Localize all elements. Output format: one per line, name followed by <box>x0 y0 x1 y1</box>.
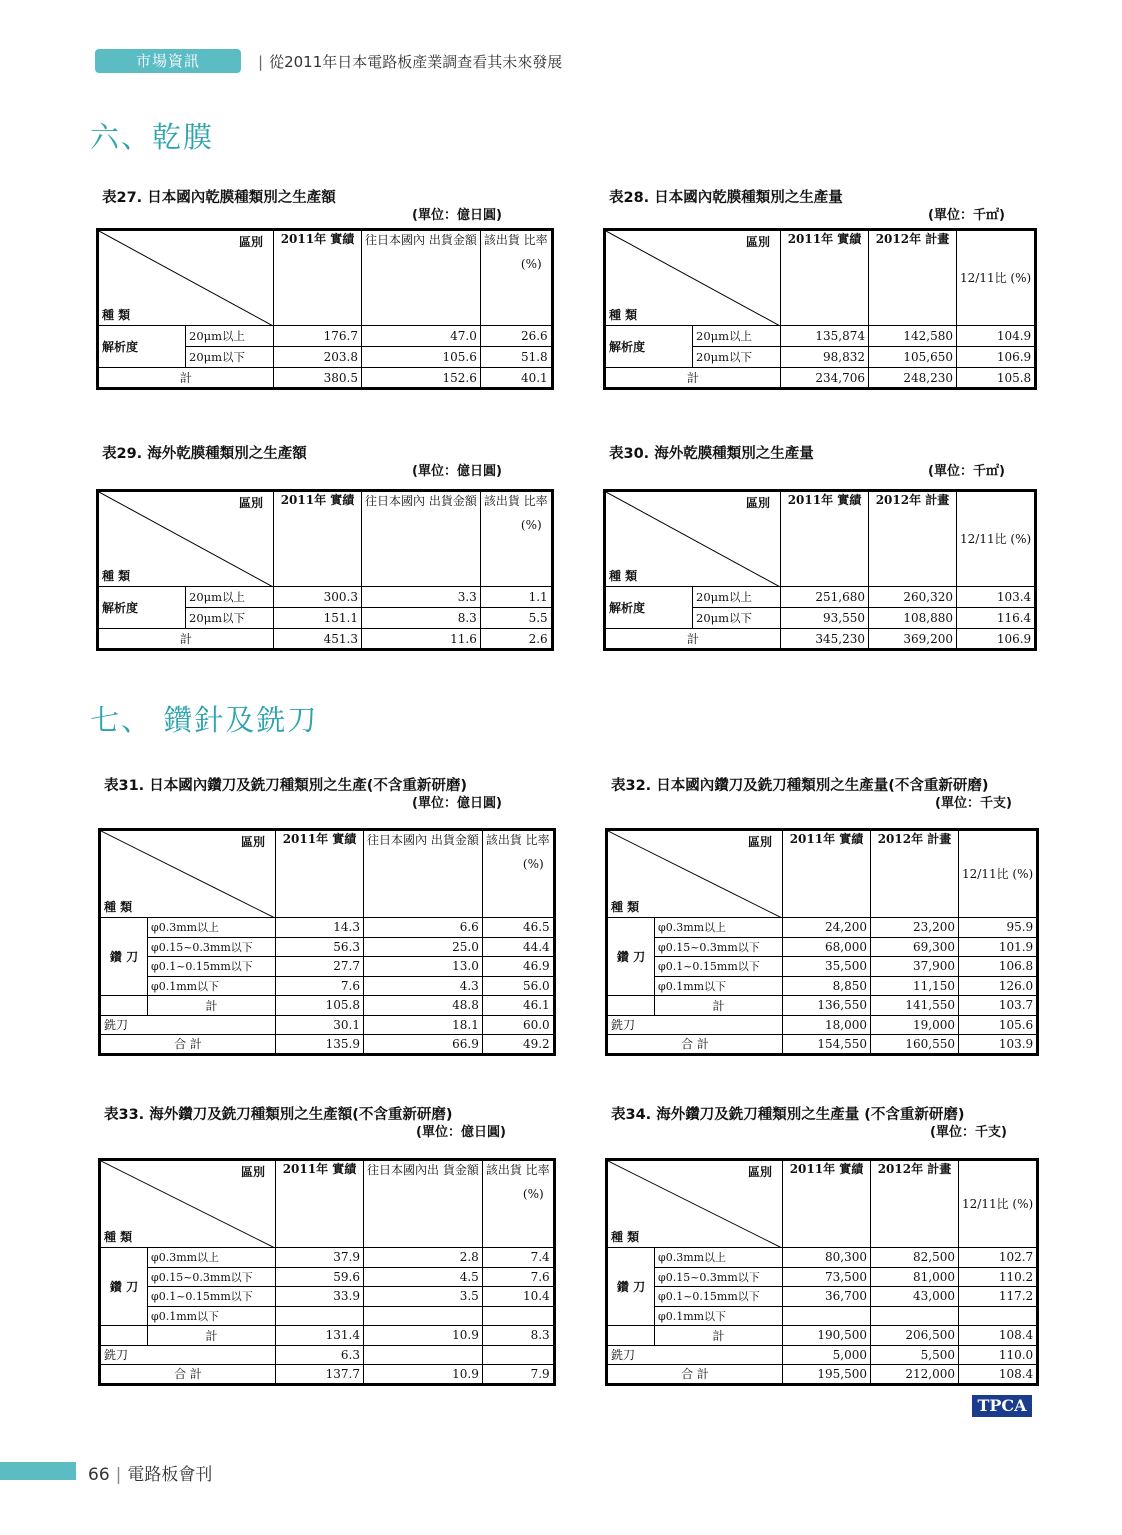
row-label: 20μm以上 <box>186 587 274 608</box>
row-4-value-1 <box>783 1306 871 1326</box>
total-value-2: 369,200 <box>869 629 957 650</box>
router-value-2: 19,000 <box>871 1015 959 1035</box>
corner-column-label: 區別 <box>238 496 263 510</box>
header-ratio-label: 該出貨 比率 <box>485 833 550 847</box>
corner-cell <box>98 491 274 587</box>
router-value-1: 18,000 <box>783 1015 871 1035</box>
row-2-value-3: 106.9 <box>957 347 1036 368</box>
row-label: φ0.15~0.3mm以下 <box>655 1267 783 1287</box>
row-1-value-1: 37.9 <box>276 1248 364 1268</box>
total-value-1: 137.7 <box>276 1365 364 1385</box>
tpca-logo: TPCA <box>972 1395 1032 1417</box>
header-2012-plan: 2012年 計畫 <box>869 491 957 587</box>
corner-column-label: 區別 <box>747 1165 772 1179</box>
row-4-value-1: 7.6 <box>276 976 364 996</box>
subtotal-value-3: 103.7 <box>959 996 1038 1016</box>
row-1-value-1: 135,874 <box>781 326 869 347</box>
row-1-value-3: 95.9 <box>959 918 1038 938</box>
row-2-value-1: 203.8 <box>274 347 362 368</box>
header-domestic-shipment: 往日本國內 出貨金額 <box>362 491 481 587</box>
total-value-3: 40.1 <box>480 368 552 389</box>
row-label: φ0.3mm以上 <box>655 1248 783 1268</box>
t29-table <box>96 489 554 651</box>
total-value-3: 106.9 <box>957 629 1036 650</box>
header-2011-actual: 2011年 實績 <box>781 230 869 326</box>
header-2012-plan: 2012年 計畫 <box>871 1160 959 1248</box>
row-group-label: 鑽 刀 <box>607 918 655 996</box>
row-2-value-2: 81,000 <box>871 1267 959 1287</box>
subtotal-value-1: 190,500 <box>783 1326 871 1346</box>
page-number: 66 <box>88 1465 110 1485</box>
total-value-1: 234,706 <box>781 368 869 389</box>
header-2011-actual: 2011年 實績 <box>276 1160 364 1248</box>
router-value-3: 105.6 <box>959 1015 1038 1035</box>
row-1-value-3: 103.4 <box>957 587 1036 608</box>
row-label: φ0.3mm以上 <box>148 918 276 938</box>
row-2-value-3: 51.8 <box>480 347 552 368</box>
row-2-value-2: 25.0 <box>364 937 483 957</box>
t32-table <box>605 828 1039 1056</box>
row-3-value-1: 36,700 <box>783 1287 871 1307</box>
t27-caption: 表27. 日本國內乾膜種類別之生產額 <box>102 190 336 206</box>
row-2-value-1: 73,500 <box>783 1267 871 1287</box>
subtotal-value-1: 105.8 <box>276 996 364 1016</box>
row-1-value-1: 176.7 <box>274 326 362 347</box>
total-value-1: 195,500 <box>783 1365 871 1385</box>
header-shipment-ratio <box>482 1160 554 1248</box>
router-value-1: 6.3 <box>276 1345 364 1365</box>
header-domestic-shipment: 往日本國內出 貨金額 <box>364 1160 483 1248</box>
subtotal-value-1: 136,550 <box>783 996 871 1016</box>
router-value-3: 60.0 <box>482 1015 554 1035</box>
row-2-value-3: 7.6 <box>482 1267 554 1287</box>
row-1-value-2: 260,320 <box>869 587 957 608</box>
row-group-label: 鑽 刀 <box>100 1248 148 1326</box>
row-2-value-3: 44.4 <box>482 937 554 957</box>
row-label: φ0.1mm以下 <box>148 1306 276 1326</box>
row-label: φ0.1mm以下 <box>655 976 783 996</box>
row-label: φ0.1~0.15mm以下 <box>148 957 276 977</box>
row-label: 20μm以下 <box>186 347 274 368</box>
row-label: φ0.1~0.15mm以下 <box>655 1287 783 1307</box>
total-value-1: 345,230 <box>781 629 869 650</box>
row-2-value-3: 110.2 <box>959 1267 1038 1287</box>
row-2-value-1: 93,550 <box>781 608 869 629</box>
header-2012-plan: 2012年 計畫 <box>871 830 959 918</box>
subtotal-value-2: 206,500 <box>871 1326 959 1346</box>
row-3-value-2: 37,900 <box>871 957 959 977</box>
row-1-value-2: 6.6 <box>364 918 483 938</box>
row-3-value-1: 33.9 <box>276 1287 364 1307</box>
row-1-value-3: 1.1 <box>480 587 552 608</box>
header-2011-actual: 2011年 實績 <box>274 230 362 326</box>
row-4-value-3 <box>482 1306 554 1326</box>
subtotal-label: 計 <box>148 1326 276 1346</box>
row-2-value-1: 98,832 <box>781 347 869 368</box>
header-yoy-ratio: 12/11比 (%) <box>959 1160 1038 1248</box>
total-value-2: 66.9 <box>364 1035 483 1055</box>
total-label: 計 <box>98 629 274 650</box>
row-2-value-1: 59.6 <box>276 1267 364 1287</box>
row-label: 20μm以上 <box>186 326 274 347</box>
corner-row-label: 種 類 <box>609 569 638 583</box>
corner-column-label: 區別 <box>240 1165 265 1179</box>
row-3-value-2: 13.0 <box>364 957 483 977</box>
row-2-value-2: 108,880 <box>869 608 957 629</box>
header-2011-actual: 2011年 實績 <box>274 491 362 587</box>
row-group-label: 解析度 <box>98 587 186 629</box>
corner-cell <box>100 1160 276 1248</box>
header-ratio-unit: (%) <box>520 257 542 271</box>
section-heading-dry-film: 六、乾膜 <box>90 120 215 154</box>
header-2011-actual: 2011年 實績 <box>276 830 364 918</box>
journal-name: 電路板會刊 <box>127 1465 213 1485</box>
corner-cell <box>98 230 274 326</box>
t27-table <box>96 228 554 390</box>
router-value-2: 18.1 <box>364 1015 483 1035</box>
total-value-1: 451.3 <box>274 629 362 650</box>
total-label: 合 計 <box>100 1365 276 1385</box>
row-label: φ0.3mm以上 <box>148 1248 276 1268</box>
t32-caption: 表32. 日本國內鑽刀及銑刀種類別之生產量(不含重新研磨) <box>611 778 989 794</box>
t33-caption: 表33. 海外鑽刀及銑刀種類別之生產額(不含重新研磨) <box>104 1107 453 1123</box>
row-label: φ0.1mm以下 <box>655 1306 783 1326</box>
total-label: 計 <box>605 629 781 650</box>
subtotal-value-2: 48.8 <box>364 996 483 1016</box>
t29-caption: 表29. 海外乾膜種類別之生產額 <box>102 446 307 462</box>
t28-caption: 表28. 日本國內乾膜種類別之生產量 <box>609 190 843 206</box>
header-shipment-ratio <box>480 491 552 587</box>
row-group-label: 解析度 <box>605 326 693 368</box>
corner-column-label: 區別 <box>238 235 263 249</box>
row-2-value-1: 151.1 <box>274 608 362 629</box>
row-2-value-3: 101.9 <box>959 937 1038 957</box>
total-value-1: 135.9 <box>276 1035 364 1055</box>
row-1-value-2: 3.3 <box>362 587 481 608</box>
total-value-3: 49.2 <box>482 1035 554 1055</box>
row-1-value-1: 24,200 <box>783 918 871 938</box>
total-value-3: 103.9 <box>959 1035 1038 1055</box>
t27-unit: (單位：億日圓) <box>412 208 502 223</box>
row-group-label: 解析度 <box>98 326 186 368</box>
total-value-1: 154,550 <box>783 1035 871 1055</box>
header-yoy-ratio: 12/11比 (%) <box>957 230 1036 326</box>
row-4-value-2 <box>364 1306 483 1326</box>
row-3-value-2: 3.5 <box>364 1287 483 1307</box>
t33-table <box>98 1158 556 1386</box>
row-label: 20μm以下 <box>693 347 781 368</box>
footer-accent-bar <box>0 1462 76 1480</box>
total-label: 合 計 <box>607 1365 783 1385</box>
t30-table <box>603 489 1037 651</box>
row-1-value-1: 80,300 <box>783 1248 871 1268</box>
header-shipment-ratio <box>482 830 554 918</box>
row-3-value-3: 10.4 <box>482 1287 554 1307</box>
row-1-value-2: 47.0 <box>362 326 481 347</box>
corner-column-label: 區別 <box>240 835 265 849</box>
total-value-3: 7.9 <box>482 1365 554 1385</box>
row-1-value-2: 2.8 <box>364 1248 483 1268</box>
header-yoy-ratio: 12/11比 (%) <box>959 830 1038 918</box>
row-4-value-3: 126.0 <box>959 976 1038 996</box>
corner-row-label: 種 類 <box>104 900 133 914</box>
corner-cell <box>607 830 783 918</box>
subtotal-label: 計 <box>655 1326 783 1346</box>
total-label: 計 <box>98 368 274 389</box>
row-3-value-1: 27.7 <box>276 957 364 977</box>
total-value-2: 212,000 <box>871 1365 959 1385</box>
router-value-2: 5,500 <box>871 1345 959 1365</box>
total-label: 合 計 <box>100 1035 276 1055</box>
row-2-value-2: 4.5 <box>364 1267 483 1287</box>
row-1-value-1: 251,680 <box>781 587 869 608</box>
subtotal-value-2: 141,550 <box>871 996 959 1016</box>
router-value-1: 5,000 <box>783 1345 871 1365</box>
row-2-value-2: 8.3 <box>362 608 481 629</box>
row-group-label: 解析度 <box>605 587 693 629</box>
total-label: 合 計 <box>607 1035 783 1055</box>
total-value-3: 108.4 <box>959 1365 1038 1385</box>
header-2011-actual: 2011年 實績 <box>783 1160 871 1248</box>
router-label: 銑刀 <box>607 1015 783 1035</box>
t34-caption: 表34. 海外鑽刀及銑刀種類別之生產量 (不含重新研磨) <box>611 1107 965 1123</box>
header-2011-actual: 2011年 實績 <box>781 491 869 587</box>
row-label: φ0.15~0.3mm以下 <box>148 1267 276 1287</box>
row-label: 20μm以上 <box>693 326 781 347</box>
row-group-label: 鑽 刀 <box>100 918 148 996</box>
row-3-value-3: 106.8 <box>959 957 1038 977</box>
row-4-value-3: 56.0 <box>482 976 554 996</box>
row-label: φ0.3mm以上 <box>655 918 783 938</box>
router-label: 銑刀 <box>100 1345 276 1365</box>
corner-row-label: 種 類 <box>611 1230 640 1244</box>
row-label: φ0.1~0.15mm以下 <box>148 1287 276 1307</box>
row-1-value-3: 7.4 <box>482 1248 554 1268</box>
row-1-value-3: 46.5 <box>482 918 554 938</box>
row-4-value-2: 4.3 <box>364 976 483 996</box>
t34-table <box>605 1158 1039 1386</box>
corner-column-label: 區別 <box>747 835 772 849</box>
t31-table <box>98 828 556 1056</box>
header-domestic-shipment: 往日本國內 出貨金額 <box>364 830 483 918</box>
row-group-label: 鑽 刀 <box>607 1248 655 1326</box>
row-2-value-3: 116.4 <box>957 608 1036 629</box>
row-2-value-2: 105,650 <box>869 347 957 368</box>
corner-row-label: 種 類 <box>611 900 640 914</box>
row-3-value-2: 43,000 <box>871 1287 959 1307</box>
article-title-text: 從2011年日本電路板產業調查看其未來發展 <box>269 53 563 71</box>
row-1-value-3: 104.9 <box>957 326 1036 347</box>
row-4-value-2: 11,150 <box>871 976 959 996</box>
row-3-value-3: 117.2 <box>959 1287 1038 1307</box>
corner-cell <box>605 230 781 326</box>
t31-unit: (單位：億日圓) <box>412 796 502 811</box>
corner-cell <box>607 1160 783 1248</box>
row-label: φ0.1mm以下 <box>148 976 276 996</box>
corner-row-label: 種 類 <box>609 308 638 322</box>
header-ratio-label: 該出貨 比率 <box>483 233 548 247</box>
row-label: 20μm以下 <box>693 608 781 629</box>
row-4-value-1 <box>276 1306 364 1326</box>
corner-column-label: 區別 <box>745 235 770 249</box>
row-1-value-1: 14.3 <box>276 918 364 938</box>
router-label: 銑刀 <box>607 1345 783 1365</box>
header-shipment-ratio <box>480 230 552 326</box>
t33-unit: (單位：億日圓) <box>416 1125 506 1140</box>
t34-unit: (單位：千支) <box>930 1125 1007 1140</box>
header-ratio-unit: (%) <box>522 1187 544 1201</box>
subtotal-value-3: 108.4 <box>959 1326 1038 1346</box>
total-value-3: 105.8 <box>957 368 1036 389</box>
header-yoy-ratio: 12/11比 (%) <box>957 491 1036 587</box>
t29-unit: (單位：億日圓) <box>412 464 502 479</box>
row-1-value-3: 102.7 <box>959 1248 1038 1268</box>
total-value-2: 160,550 <box>871 1035 959 1055</box>
row-label: φ0.15~0.3mm以下 <box>148 937 276 957</box>
page-footer <box>88 1460 212 1485</box>
subtotal-value-3: 46.1 <box>482 996 554 1016</box>
row-2-value-3: 5.5 <box>480 608 552 629</box>
row-label: φ0.15~0.3mm以下 <box>655 937 783 957</box>
corner-row-label: 種 類 <box>102 569 131 583</box>
total-value-1: 380.5 <box>274 368 362 389</box>
row-2-value-2: 69,300 <box>871 937 959 957</box>
row-label: φ0.1~0.15mm以下 <box>655 957 783 977</box>
header-2011-actual: 2011年 實績 <box>783 830 871 918</box>
header-domestic-shipment: 往日本國內 出貨金額 <box>362 230 481 326</box>
corner-cell <box>100 830 276 918</box>
title-divider: | <box>258 53 264 71</box>
row-4-value-3 <box>959 1306 1038 1326</box>
section-tag: 市場資訊 <box>95 49 241 73</box>
corner-column-label: 區別 <box>745 496 770 510</box>
article-title <box>258 51 562 72</box>
row-2-value-2: 105.6 <box>362 347 481 368</box>
t30-unit: (單位：千㎡) <box>928 464 1005 479</box>
total-value-2: 11.6 <box>362 629 481 650</box>
row-1-value-2: 23,200 <box>871 918 959 938</box>
corner-row-label: 種 類 <box>102 308 131 322</box>
total-label: 計 <box>605 368 781 389</box>
router-value-2 <box>364 1345 483 1365</box>
t28-table <box>603 228 1037 390</box>
t30-caption: 表30. 海外乾膜種類別之生產量 <box>609 446 814 462</box>
subtotal-value-3: 8.3 <box>482 1326 554 1346</box>
router-value-3: 110.0 <box>959 1345 1038 1365</box>
row-2-value-1: 68,000 <box>783 937 871 957</box>
t28-unit: (單位：千㎡) <box>928 208 1005 223</box>
total-value-2: 10.9 <box>364 1365 483 1385</box>
total-value-2: 152.6 <box>362 368 481 389</box>
row-3-value-1: 35,500 <box>783 957 871 977</box>
header-ratio-unit: (%) <box>520 518 542 532</box>
header-ratio-label: 該出貨 比率 <box>483 494 548 508</box>
row-label: 20μm以上 <box>693 587 781 608</box>
row-3-value-3: 46.9 <box>482 957 554 977</box>
router-label: 銑刀 <box>100 1015 276 1035</box>
t31-caption: 表31. 日本國內鑽刀及銑刀種類別之生產(不含重新研磨) <box>104 778 467 794</box>
row-1-value-1: 300.3 <box>274 587 362 608</box>
footer-divider: | <box>115 1465 122 1485</box>
header-ratio-unit: (%) <box>522 857 544 871</box>
header-ratio-label: 該出貨 比率 <box>485 1163 550 1177</box>
corner-cell <box>605 491 781 587</box>
t32-unit: (單位：千支) <box>935 796 1012 811</box>
row-1-value-2: 142,580 <box>869 326 957 347</box>
total-value-3: 2.6 <box>480 629 552 650</box>
subtotal-label: 計 <box>655 996 783 1016</box>
row-2-value-1: 56.3 <box>276 937 364 957</box>
subtotal-value-1: 131.4 <box>276 1326 364 1346</box>
row-1-value-3: 26.6 <box>480 326 552 347</box>
section-heading-drill-router: 七、 鑽針及銑刀 <box>90 703 319 737</box>
total-value-2: 248,230 <box>869 368 957 389</box>
row-4-value-1: 8,850 <box>783 976 871 996</box>
router-value-3 <box>482 1345 554 1365</box>
subtotal-label: 計 <box>148 996 276 1016</box>
corner-row-label: 種 類 <box>104 1230 133 1244</box>
subtotal-value-2: 10.9 <box>364 1326 483 1346</box>
row-label: 20μm以下 <box>186 608 274 629</box>
header-2012-plan: 2012年 計畫 <box>869 230 957 326</box>
router-value-1: 30.1 <box>276 1015 364 1035</box>
row-1-value-2: 82,500 <box>871 1248 959 1268</box>
row-4-value-2 <box>871 1306 959 1326</box>
